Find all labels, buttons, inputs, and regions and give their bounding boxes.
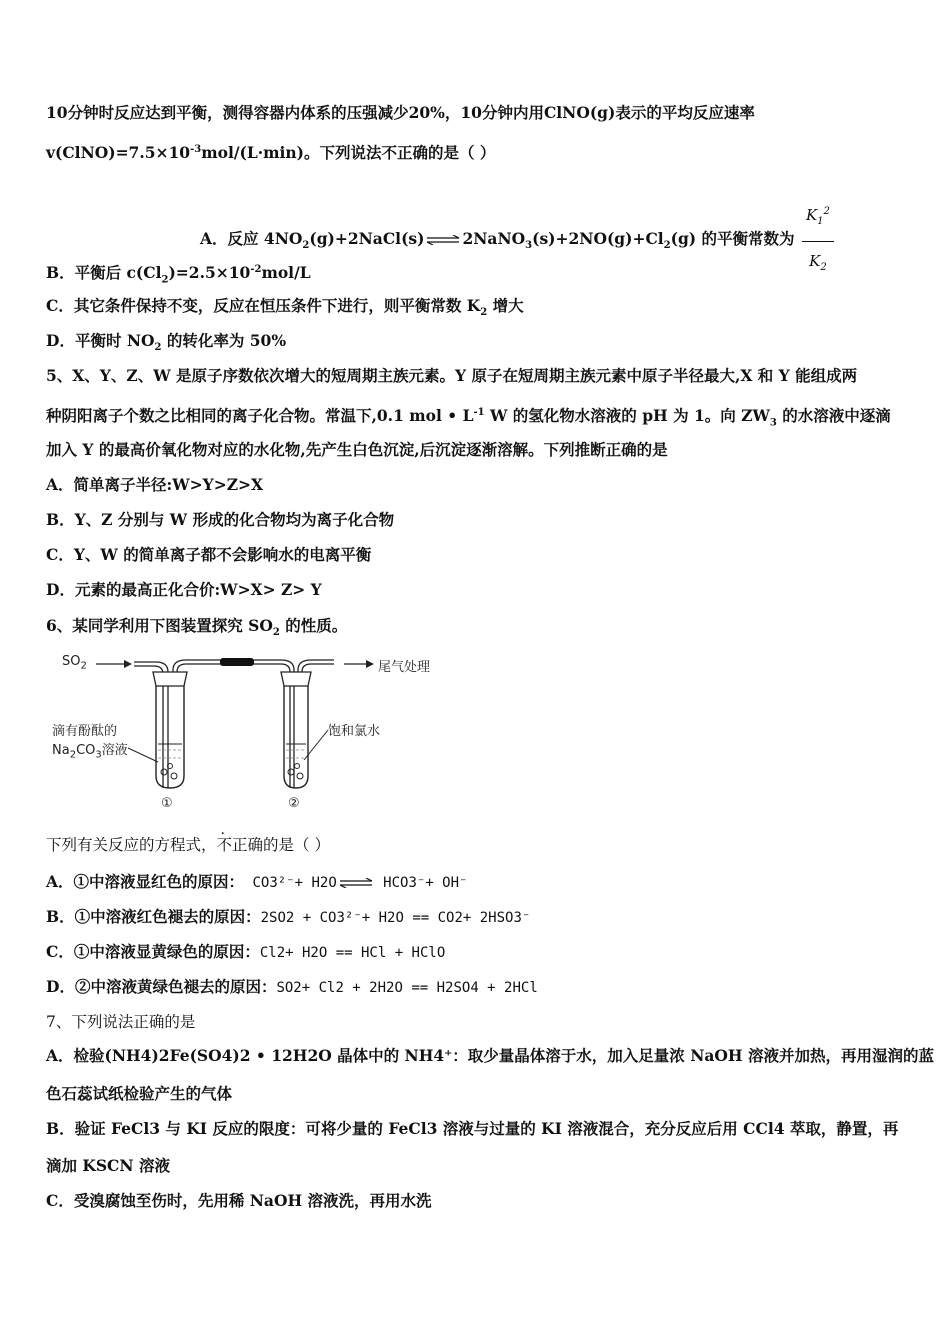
q7-option-a-line2: 色石蕊试纸检验产生的气体	[46, 1084, 233, 1103]
tube1-number: ①	[161, 796, 173, 811]
tube2-reagent-label: 饱和氯水	[328, 724, 381, 739]
q6-prompt: 下列有关反应的方程式，不正确的是（ ）	[46, 836, 330, 854]
q6-option-b: B．①中溶液红色褪去的原因：2SO2 + CO3²⁻+ H2O == CO2+ 2HSO3⁻	[46, 907, 531, 926]
tube2-number: ②	[288, 796, 300, 811]
q5-option-c: C．Y、W 的简单离子都不会影响水的电离平衡	[46, 545, 372, 564]
q7-option-b-line2: 滴加 KSCN 溶液	[46, 1156, 170, 1175]
q7-option-a-line1: A．检验(NH4)2Fe(SO4)2 • 12H2O 晶体中的 NH4⁺：取少量晶体溶于水，加入足量浓 NaOH 溶液并加热，再用湿润的蓝	[46, 1046, 934, 1065]
equilibrium-arrow-icon	[426, 235, 460, 245]
emphasis-not-correct: 不正确	[216, 836, 264, 854]
q4-option-d: D．平衡时 $NO_2$ 的转化率为 50%	[46, 331, 287, 354]
q4-stem-line2: $v(ClNO)=7.5\times 10^{-3}mol/(L\cdot\min)$。下列说法不正确的是（ ）	[46, 143, 496, 163]
equilibrium-constant-fraction: $\frac{K_1^2}{K_2}$	[802, 194, 834, 286]
q7-option-b-line1: B．验证 FeCl3 与 KI 反应的限度：可将少量的 FeCl3 溶液与过量的 KI 溶液混合，充分反应后用 CCl4 萃取，静置，再	[46, 1119, 899, 1138]
so2-inlet-label: $SO_2$	[62, 654, 87, 672]
apparatus-figure	[46, 648, 446, 820]
q6-option-c: C．①中溶液显黄绿色的原因：Cl2+ H2O == HCl + HClO	[46, 942, 446, 961]
q4-option-a: A．反应 $4NO_2(g)+2NaCl(s)$ $2NaNO_3(s)+2NO(g)+Cl_2(g)$ 的平衡常数为 $\frac{K_1^2}{K_2}$	[200, 194, 834, 286]
q6-title: 6、某同学利用下图装置探究 $SO_2$ 的性质。	[46, 616, 348, 639]
q5-option-a: A．简单离子半径:W>Y>Z>X	[46, 475, 264, 494]
q5-stem-line2: 种阴阳离子个数之比相同的离子化合物。常温下,0.1 mol • $L^{-1}$ W 的氢化物水溶液的 pH 为 1。向 $ZW_3$ 的水溶液中逐滴	[46, 406, 891, 429]
q7-option-c: C．受溴腐蚀至伤时，先用稀 NaOH 溶液洗，再用水洗	[46, 1191, 432, 1210]
q5-option-b: B．Y、Z 分别与 W 形成的化合物均为离子化合物	[46, 510, 395, 529]
tube1-reagent-label: 滴有酚酞的 $Na_2CO_3$溶液	[52, 724, 128, 761]
q6-option-a: A．①中溶液显红色的原因： CO3²⁻+ H2O HCO3⁻+ OH⁻	[46, 872, 468, 891]
equilibrium-arrow-icon	[339, 878, 373, 888]
q4-stem-line1: 10分钟时反应达到平衡，测得容器内体系的压强减少20%，10分钟内用ClNO(g)表示的平均反应速率	[46, 103, 755, 122]
q5-stem-line1: 5、X、Y、Z、W 是原子序数依次增大的短周期主族元素。Y 原子在短周期主族元素中原子半径最大,X 和 Y 能组成两	[46, 366, 858, 385]
q4-option-c: C．其它条件保持不变，反应在恒压条件下进行，则平衡常数 $K_2$ 增大	[46, 296, 524, 319]
q4-option-b: B．平衡后 $c(Cl_2)=2.5\times 10^{-2}mol/L$	[46, 263, 311, 286]
q6-option-d: D．②中溶液黄绿色褪去的原因：SO2+ Cl2 + 2H2O == H2SO4 + 2HCl	[46, 977, 538, 996]
q5-stem-line3: 加入 Y 的最高价氧化物对应的水化物,先产生白色沉淀,后沉淀逐渐溶解。下列推断正确的是	[46, 440, 668, 459]
q5-option-d: D．元素的最高正化合价:W>X> Z> Y	[46, 580, 322, 599]
q7-title: 7、下列说法正确的是	[46, 1013, 196, 1031]
tail-gas-label: 尾气处理	[378, 660, 431, 675]
